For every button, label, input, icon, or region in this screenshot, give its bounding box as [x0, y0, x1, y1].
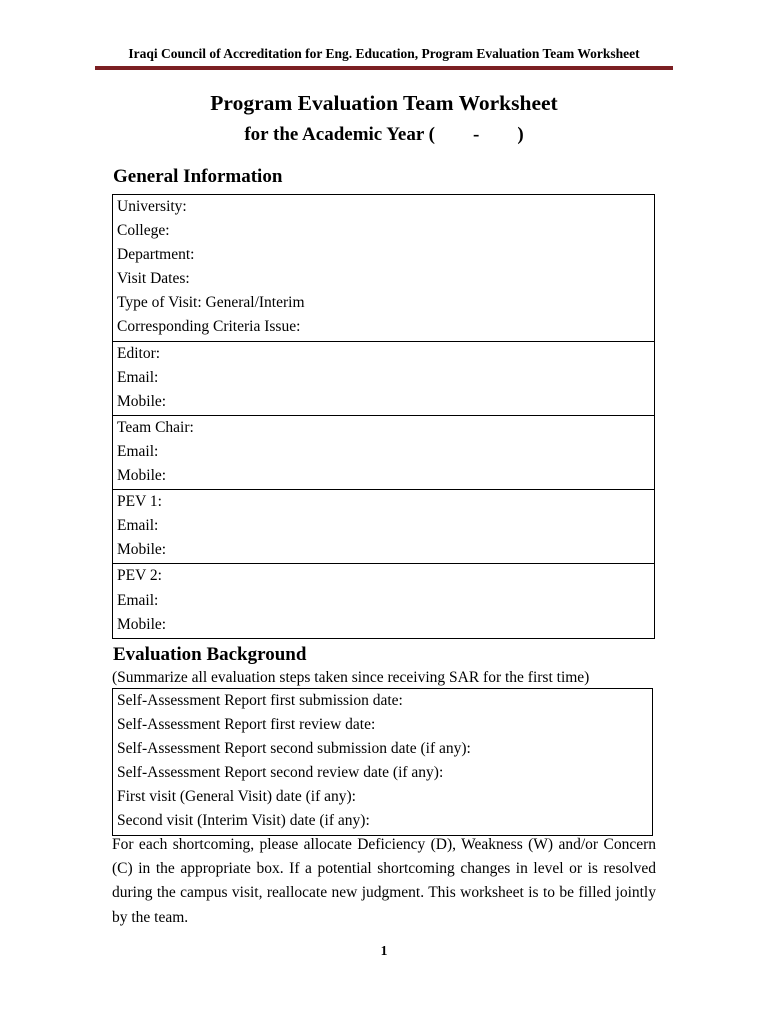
document-subtitle: for the Academic Year ( - )	[244, 124, 524, 145]
pev1-group	[113, 489, 654, 563]
sar-second-submission-field: Self-Assessment Report second submission date (if any):	[117, 740, 471, 758]
team-chair-group	[113, 415, 654, 489]
editor-field: Editor:	[117, 344, 161, 362]
pev2-field: PEV 2:	[117, 567, 162, 585]
visit-dates-field: Visit Dates:	[117, 270, 190, 288]
general-information-table	[112, 194, 655, 639]
pev2-email-field: Email:	[117, 591, 159, 609]
evaluation-background-table	[112, 688, 653, 836]
first-visit-field: First visit (General Visit) date (if any):	[117, 788, 356, 806]
team-chair-mobile-field: Mobile:	[117, 467, 167, 485]
team-chair-field: Team Chair:	[117, 418, 194, 436]
pev1-email-field: Email:	[117, 517, 159, 535]
editor-mobile-field: Mobile:	[117, 392, 167, 410]
university-field: University:	[117, 198, 187, 215]
instructions-paragraph: For each shortcoming, please allocate Deficiency (D), Weakness (W) and/or Concern (C) in the appropriate box. If a potential shortcoming changes in level or is resolved during the campus visit, reallocate new judgment. This worksheet is to be filled jointly by the team.	[112, 836, 656, 926]
college-field: College:	[117, 222, 170, 240]
editor-group	[113, 341, 654, 415]
editor-email-field: Email:	[117, 368, 159, 386]
general-information-heading: General Information	[113, 166, 283, 187]
header-rule	[95, 66, 673, 70]
institution-group	[113, 195, 654, 341]
second-visit-field: Second visit (Interim Visit) date (if any):	[117, 812, 370, 830]
running-header: Iraqi Council of Accreditation for Eng. Education, Program Evaluation Team Worksheet	[128, 46, 640, 61]
evaluation-background-heading: Evaluation Background	[113, 644, 307, 665]
type-of-visit-field: Type of Visit: General/Interim	[117, 294, 305, 312]
pev1-field: PEV 1:	[117, 493, 162, 511]
pev1-mobile-field: Mobile:	[117, 541, 167, 559]
sar-first-review-field: Self-Assessment Report first review date:	[117, 716, 376, 734]
sar-second-review-field: Self-Assessment Report second review date (if any):	[117, 764, 444, 782]
pev2-group	[113, 563, 654, 637]
team-chair-email-field: Email:	[117, 442, 159, 460]
evaluation-background-note: (Summarize all evaluation steps taken since receiving SAR for the first time)	[112, 669, 590, 686]
pev2-mobile-field: Mobile:	[117, 615, 167, 633]
document-title: Program Evaluation Team Worksheet	[210, 91, 558, 115]
criteria-issue-field: Corresponding Criteria Issue:	[117, 318, 301, 336]
sar-first-submission-field: Self-Assessment Report first submission date:	[117, 692, 403, 709]
department-field: Department:	[117, 246, 195, 264]
page-number: 1	[380, 943, 388, 958]
